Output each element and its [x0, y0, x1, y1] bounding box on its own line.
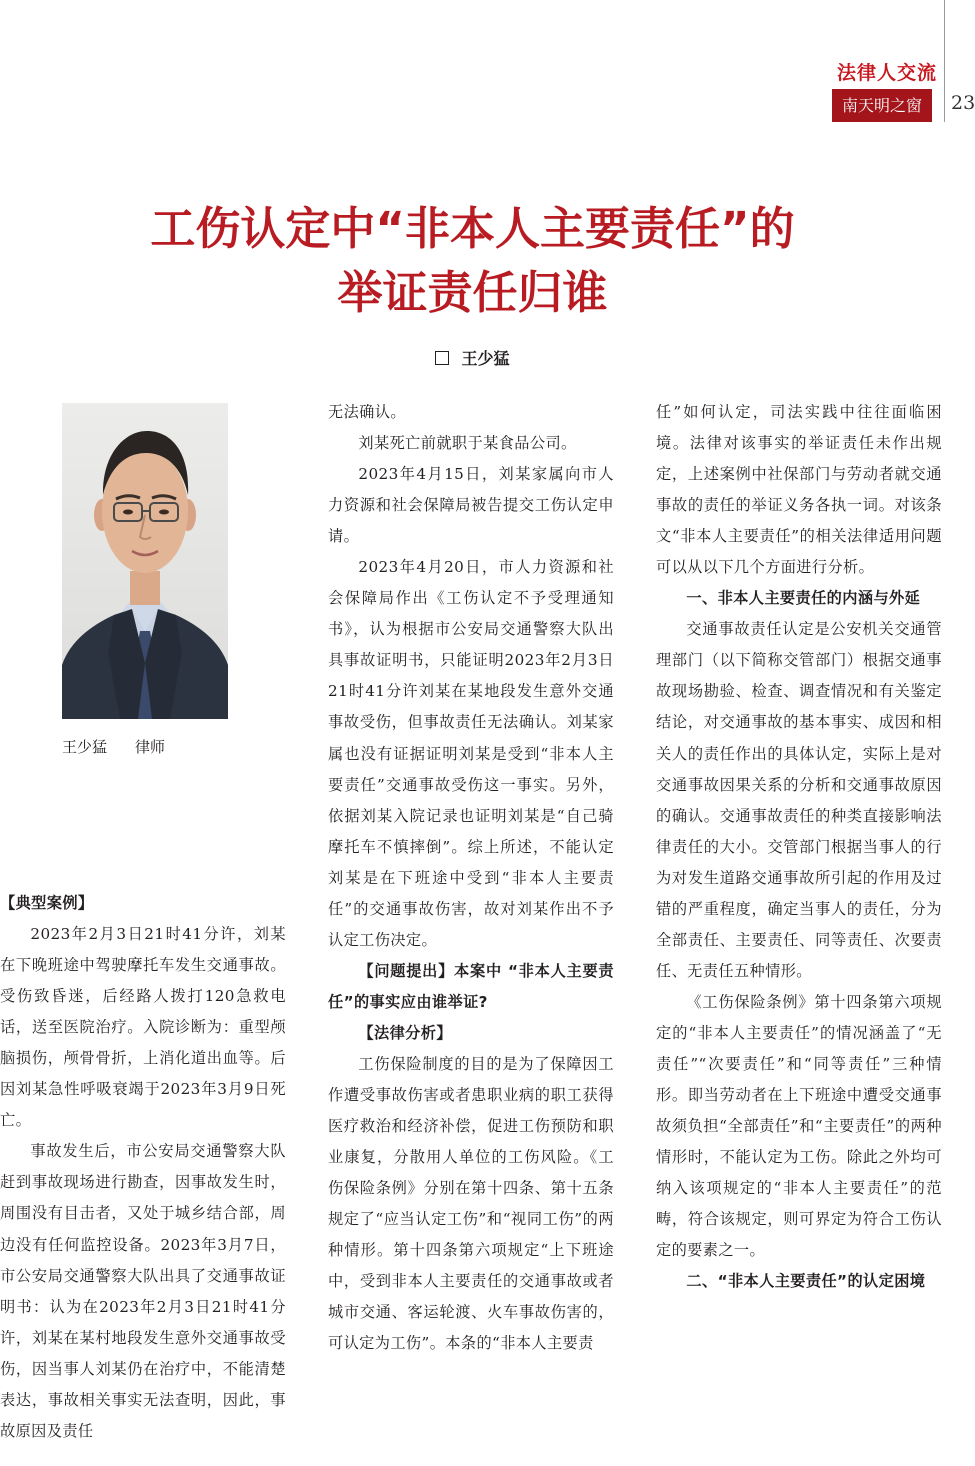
- subheading-question: 【问题提出】本案中 “非本人主要责任”的事实应由谁举证?: [328, 961, 614, 1011]
- paragraph: 2023年4月20日，市人力资源和社会保障局作出《工伤认定不予受理通知书》，认为根据市公安局交通警察大队出具事故证明书，只能证明2023年2月3日21时41分许刘某在某地段发生意外交通事故受伤，但事故责任无法确认。刘某家属也没有证据证明刘某是受到“非本人主要责任”交通事故受伤这一事实。另外，依据刘某入院记录也证明刘某是“自己骑摩托车不慎摔倒”。综上所述，不能认定刘某是在下班途中受到“非本人主要责任”的交通事故伤害，故对刘某作出不予认定工伤决定。: [328, 558, 614, 949]
- caption-name: 王少猛: [62, 738, 108, 756]
- article-title-line-2: 举证责任归谁: [337, 266, 608, 319]
- portrait-image: [62, 403, 228, 719]
- section-label: 法律人交流: [836, 62, 937, 84]
- subheading-section-2: 二、“非本人主要责任”的认定困境: [686, 1272, 926, 1291]
- caption-role: 律师: [135, 738, 166, 756]
- article-title-line-1: 工伤认定中“非本人主要责任”的: [150, 202, 795, 255]
- author-photo: [62, 403, 228, 719]
- paragraph: 刘某死亡前就职于某食品公司。: [358, 434, 577, 453]
- subheading-typical-case: 【典型案例】: [0, 894, 94, 912]
- paragraph: 交通事故责任认定是公安机关交通管理部门（以下简称交管部门）根据交通事故现场勘验、检查、调查情况和有关鉴定结论，对交通事故的基本事实、成因和相关人的责任作出的具体认定，实际上是对交通事故因果关系的分析和交通事故原因的确认。交通事故责任的种类直接影响法律责任的大小。交管部门根据当事人的行为对发生道路交通事故所引起的作用及过错的严重程度，确定当事人的责任，分为全部责任、主要责任、同等责任、次要责任、无责任五种情形。: [656, 620, 942, 980]
- paragraph: 工伤保险制度的目的是为了保障因工作遭受事故伤害或者患职业病的职工获得医疗救治和经济补偿，促进工伤预防和职业康复，分散用人单位的工伤风险。《工伤保险条例》分别在第十四条、第十五条规定了“应当认定工伤”和“视同工伤”的两种情形。第十四条第六项规定“上下班途中，受到非本人主要责任的交通事故或者城市交通、客运轮渡、火车事故伤害的，可认定为工伤”。本条的“非本人主要责: [328, 1054, 614, 1353]
- text-column-3: [656, 397, 942, 1297]
- header-divider: [944, 0, 945, 122]
- paragraph: 任”如何认定，司法实践中往往面临困境。法律对该事实的举证责任未作出规定，上述案例中社保部门与劳动者就交通事故的责任的举证义务各执一词。对该条文“非本人主要责任”的相关法律适用问题可以从以下几个方面进行分析。: [656, 403, 942, 577]
- paragraph: 《工伤保险条例》第十四条第六项规定的“非本人主要责任”的情况涵盖了“无责任”“次要责任”和“同等责任”三种情形。即当劳动者在上下班途中遭受交通事故须负担“全部责任”和“主要责任”的两种情形时，不能认定为工伤。除此之外均可纳入该项规定的“非本人主要责任”的范畴，符合该规定，则可界定为符合工伤认定的要素之一。: [656, 992, 942, 1260]
- text-column-1: [0, 888, 286, 1447]
- byline-box-icon: [435, 351, 449, 365]
- author-name: 王少猛: [461, 349, 510, 368]
- subheading-section-1: 一、非本人主要责任的内涵与外延: [686, 589, 921, 608]
- byline: [0, 346, 945, 369]
- text-column-2: [328, 397, 614, 1359]
- photo-caption: [62, 736, 165, 757]
- page-number: 23: [951, 92, 975, 114]
- subheading-legal-analysis: 【法律分析】: [358, 1023, 452, 1042]
- paragraph: 2023年2月3日21时41分许，刘某在下晚班途中驾驶摩托车发生交通事故。受伤致昏迷，后经路人拨打120急救电话，送至医院治疗。入院诊断为：重型颅脑损伤，颅骨骨折，上消化道出血等。后因刘某急性呼吸衰竭于2023年3月9日死亡。: [0, 925, 286, 1130]
- paragraph: 无法确认。: [328, 403, 406, 421]
- paragraph: 2023年4月15日，刘某家属向市人力资源和社会保障局被告提交工伤认定申请。: [328, 465, 614, 546]
- column-label: 南天明之窗: [832, 89, 932, 122]
- paragraph: 事故发生后，市公安局交通警察大队赶到事故现场进行勘查，因事故发生时，周围没有目击者，又处于城乡结合部，周边没有任何监控设备。2023年3月7日，市公安局交通警察大队出具了交通事故证明书：认为在2023年2月3日21时41分许，刘某在某村地段发生意外交通事故受伤，因当事人刘某仍在治疗中，不能清楚表达，事故相关事实无法查明，因此，事故原因及责任: [0, 1142, 286, 1440]
